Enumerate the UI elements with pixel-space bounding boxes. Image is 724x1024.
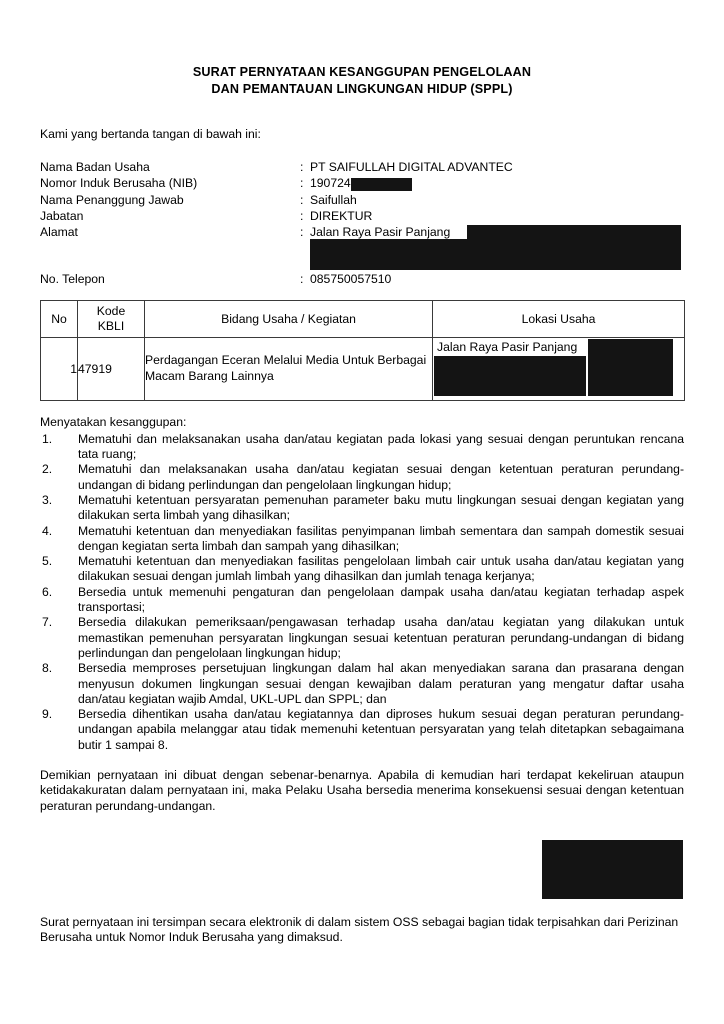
table-header-bidang-usaha: Bidang Usaha / Kegiatan xyxy=(145,300,433,337)
list-item xyxy=(40,462,684,493)
label-telepon: No. Telepon xyxy=(40,272,105,287)
label-penanggung-jawab: Nama Penanggung Jawab xyxy=(40,192,184,207)
page-title xyxy=(40,64,684,97)
text-alamat: Jalan Raya Pasir Panjang xyxy=(310,225,451,240)
colon-penanggung-jawab: : xyxy=(300,192,304,207)
list-item xyxy=(40,432,684,463)
list-item-text: Mematuhi dan melaksanakan usaha dan/atau kegiatan sesuai dengan ketentuan peraturan perundang-undangan di bidang perlindungan dan pengelolaan lingkungan hidup; xyxy=(78,462,684,492)
list-item xyxy=(40,554,684,585)
table-row xyxy=(41,337,685,400)
list-item-text: Mematuhi ketentuan persyaratan pemenuhan parameter baku mutu lingkungan sesuai dengan kegiatan yang dilakukan serta limbah yang dihasilkan; xyxy=(78,492,684,523)
colon-alamat: : xyxy=(300,225,304,240)
text-nib: 190724 xyxy=(310,176,351,191)
list-item-number: 5. xyxy=(42,554,53,569)
value-jabatan xyxy=(310,208,684,224)
identity-fields xyxy=(40,159,684,288)
text-telepon: 085750057510 xyxy=(310,272,392,287)
title-line-2: DAN PEMANTAUAN LINGKUNGAN HIDUP (SPPL) xyxy=(211,81,513,96)
field-row-jabatan xyxy=(40,208,684,224)
colon-telepon: : xyxy=(300,272,304,287)
list-item-text: Mematuhi dan melaksanakan usaha dan/atau kegiatan pada lokasi yang sesuai dengan peruntukan rencana tata ruang; xyxy=(78,431,684,462)
list-item xyxy=(40,524,684,555)
list-item xyxy=(40,585,684,616)
redaction-alamat-line-2 xyxy=(310,239,681,270)
table-header-kode-line2: KBLI xyxy=(97,318,125,333)
redaction-alamat-line-1 xyxy=(467,225,681,239)
signature-area xyxy=(40,814,684,892)
list-item-text: Mematuhi ketentuan dan menyediakan fasilitas penyimpanan limbah sementara dan sampah domestik sesuai dengan kegiatan serta limbah dan sampah yang dihasilkan; xyxy=(78,523,684,553)
field-row-telepon xyxy=(40,271,684,287)
value-penanggung-jawab xyxy=(310,192,684,208)
list-item-text: Bersedia dihentikan usaha dan/atau kegiatannya dan diproses hukum sesuai degan peraturan perundang-undangan apabila melanggar atau tidak memenuhi ketentuan persyaratan yang telah ditetapkan sebagaimana butir 1 sampai 8. xyxy=(78,707,684,752)
value-alamat xyxy=(310,224,684,240)
redaction-lokasi-right xyxy=(588,339,673,396)
closing-paragraph: Demikian pernyataan ini dibuat dengan sebenar-benarnya. Apabila di kemudian hari terdapat kekeliruan ataupun ketidakakuratan dalam pernyataan ini, maka Pelaku Usaha bersedia menerima konsekuensi sesuai dengan ketentuan peraturan perundang-undangan. xyxy=(40,768,684,813)
table-header-lokasi-usaha: Lokasi Usaha xyxy=(433,300,685,337)
list-item-number: 4. xyxy=(42,523,53,538)
colon-nama-badan-usaha: : xyxy=(300,160,304,174)
label-nib: Nomor Induk Berusaha (NIB) xyxy=(40,176,198,191)
list-item xyxy=(40,615,684,661)
table-header-no: No xyxy=(41,300,78,337)
list-item xyxy=(40,493,684,524)
list-item-number: 2. xyxy=(42,462,53,477)
label-alamat: Alamat xyxy=(40,225,78,240)
redaction-lokasi-main xyxy=(434,356,586,396)
cell-kode-kbli: 47919 xyxy=(78,337,145,400)
list-item-number: 7. xyxy=(42,615,53,630)
text-jabatan: DIREKTUR xyxy=(310,208,373,223)
list-item-number: 6. xyxy=(42,584,53,599)
label-nama-badan-usaha: Nama Badan Usaha xyxy=(40,160,150,174)
redaction-signature-stamp xyxy=(542,840,683,899)
list-item-text: Bersedia untuk memenuhi pengaturan dan pengelolaan dampak usaha dan/atau kegiatan terhadap aspek transportasi; xyxy=(78,584,684,615)
lokasi-content xyxy=(433,338,684,400)
cell-no: 1 xyxy=(41,337,78,400)
value-nib xyxy=(310,175,684,191)
field-row-penanggung-jawab xyxy=(40,192,684,208)
list-item-number: 9. xyxy=(42,707,53,722)
statement-list xyxy=(40,432,684,753)
list-item-number: 1. xyxy=(42,431,53,446)
title-line-1: SURAT PERNYATAAN KESANGGUPAN PENGELOLAAN xyxy=(192,65,532,79)
table-header-kode-kbli xyxy=(78,300,145,337)
label-jabatan: Jabatan xyxy=(40,208,84,223)
cell-lokasi-usaha xyxy=(433,337,685,400)
cell-bidang-usaha: Perdagangan Eceran Melalui Media Untuk Berbagai Macam Barang Lainnya xyxy=(145,337,433,400)
table-header-kode-line1: Kode xyxy=(96,304,126,319)
list-item-number: 8. xyxy=(42,661,53,676)
field-row-nib xyxy=(40,175,684,191)
colon-jabatan: : xyxy=(300,208,304,223)
value-nama-badan-usaha xyxy=(310,159,684,175)
list-item-text: Bersedia dilakukan pemeriksaan/pengawasan terhadap usaha dan/atau kegiatan yang dilakukan untuk memastikan pemenuhan persyaratan lingkungan sesuai ketentuan peraturan perundang-undangan di bidang perlindungan dan pengelolaan lingkungan hidup; xyxy=(78,615,684,660)
field-row-nama-badan-usaha xyxy=(40,159,684,175)
statement-heading: Menyatakan kesanggupan: xyxy=(40,414,187,429)
list-item-number: 3. xyxy=(42,492,53,507)
table-header-row xyxy=(41,300,685,337)
text-lokasi-usaha: Jalan Raya Pasir Panjang xyxy=(437,339,578,354)
colon-nib: : xyxy=(300,176,304,191)
text-nama-badan-usaha: PT SAIFULLAH DIGITAL ADVANTEC xyxy=(310,160,513,174)
kbli-table xyxy=(40,300,685,401)
list-item xyxy=(40,707,684,753)
list-item xyxy=(40,661,684,707)
list-item-text: Mematuhi ketentuan dan menyediakan fasilitas pengelolaan limbah cair untuk usaha dan/atau kegiatan yang dilakukan sesuai dengan jumlah limbah yang dihasilkan dan jumlah tenaga kerjanya; xyxy=(78,554,684,584)
value-telepon xyxy=(310,271,684,287)
text-penanggung-jawab: Saifullah xyxy=(310,192,357,207)
document-content xyxy=(40,0,684,892)
intro-text: Kami yang bertanda tangan di bawah ini: xyxy=(40,127,261,141)
footer-note: Surat pernyataan ini tersimpan secara elektronik di dalam sistem OSS sebagai bagian tidak terpisahkan dari Perizinan Berusaha untuk Nomor Induk Berusaha yang dimaksud. xyxy=(40,915,679,945)
list-item-text: Bersedia memproses persetujuan lingkungan dalam hal akan menyediakan sarana dan prasarana dengan menyusun dokumen lingkungan sesuai dengan kewajiban dalam peraturan yang mengatur daftar usaha dan/atau kegiatan wajib Amdal, UKL-UPL dan SPPL; dan xyxy=(78,661,684,706)
redaction-nib xyxy=(351,178,412,191)
field-row-alamat xyxy=(40,224,684,240)
